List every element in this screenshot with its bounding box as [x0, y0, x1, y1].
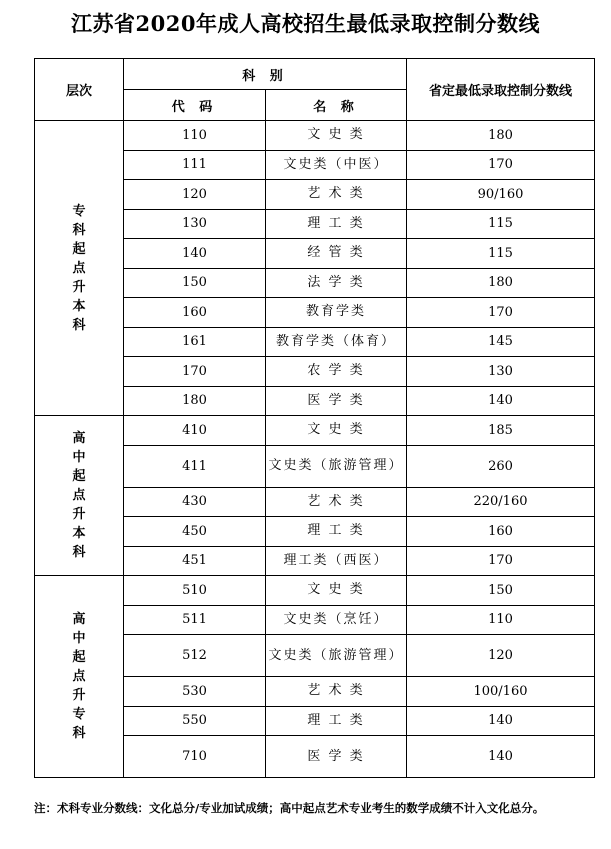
code-cell: 140: [124, 239, 266, 269]
score-cell: 185: [407, 416, 595, 446]
code-cell: 150: [124, 268, 266, 298]
score-cell: 140: [407, 386, 595, 416]
footnote: 注：术科专业分数线：文化总分/专业加试成绩；高中起点艺术专业考生的数学成绩不计入文化总分。: [34, 801, 545, 815]
score-cell: 160: [407, 517, 595, 547]
score-cell: 110: [407, 605, 595, 635]
code-cell: 180: [124, 386, 266, 416]
name-cell: 文史类（旅游管理）: [266, 445, 407, 487]
code-cell: 170: [124, 357, 266, 387]
table-row: [35, 416, 595, 446]
score-cell: 180: [407, 268, 595, 298]
table-body: [35, 121, 595, 778]
name-cell: 理 工 类: [266, 517, 407, 547]
name-cell: 理 工 类: [266, 706, 407, 736]
code-cell: 451: [124, 546, 266, 576]
level-label: 专科起点升本科: [72, 203, 86, 333]
score-cell: 180: [407, 121, 595, 151]
name-cell: 医 学 类: [266, 736, 407, 778]
score-cell: 140: [407, 706, 595, 736]
score-header: 省定最低录取控制分数线: [407, 59, 595, 121]
name-cell: 艺 术 类: [266, 180, 407, 210]
code-cell: 120: [124, 180, 266, 210]
score-cell: 140: [407, 736, 595, 778]
code-cell: 510: [124, 576, 266, 606]
score-cell: 220/160: [407, 487, 595, 517]
name-cell: 法 学 类: [266, 268, 407, 298]
score-cell: 170: [407, 150, 595, 180]
code-cell: 410: [124, 416, 266, 446]
code-cell: 161: [124, 327, 266, 357]
code-cell: 550: [124, 706, 266, 736]
code-cell: 160: [124, 298, 266, 328]
name-cell: 文 史 类: [266, 121, 407, 151]
name-cell: 经 管 类: [266, 239, 407, 269]
level-label: 高中起点升本科: [72, 431, 86, 560]
name-cell: 文 史 类: [266, 416, 407, 446]
name-cell: 教育学类（体育）: [266, 327, 407, 357]
name-header: 名 称: [266, 90, 407, 121]
table-header-row: [35, 59, 595, 90]
table-row: [35, 121, 595, 151]
page-title: 江苏省2020年成人高校招生最低录取控制分数线: [71, 11, 540, 36]
code-header: 代 码: [124, 90, 266, 121]
level-header: 层次: [35, 59, 124, 121]
code-cell: 511: [124, 605, 266, 635]
score-cell: 170: [407, 298, 595, 328]
name-cell: 理工类（西医）: [266, 546, 407, 576]
name-cell: 农 学 类: [266, 357, 407, 387]
name-cell: 医 学 类: [266, 386, 407, 416]
code-cell: 710: [124, 736, 266, 778]
score-cell: 100/160: [407, 677, 595, 707]
level-cell: [35, 416, 124, 576]
code-cell: 130: [124, 209, 266, 239]
code-cell: 411: [124, 445, 266, 487]
code-cell: 110: [124, 121, 266, 151]
code-cell: 530: [124, 677, 266, 707]
name-cell: 艺 术 类: [266, 487, 407, 517]
level-cell: [35, 121, 124, 416]
code-cell: 512: [124, 635, 266, 677]
score-cell: 150: [407, 576, 595, 606]
subject-header: 科 别: [124, 59, 407, 90]
score-cell: 130: [407, 357, 595, 387]
name-cell: 文史类（烹饪）: [266, 605, 407, 635]
code-cell: 111: [124, 150, 266, 180]
table-row: [35, 576, 595, 606]
score-cell: 120: [407, 635, 595, 677]
score-cell: 260: [407, 445, 595, 487]
score-cell: 170: [407, 546, 595, 576]
name-cell: 文 史 类: [266, 576, 407, 606]
score-table: [34, 58, 595, 778]
name-cell: 理 工 类: [266, 209, 407, 239]
name-cell: 艺 术 类: [266, 677, 407, 707]
name-cell: 文史类（中医）: [266, 150, 407, 180]
score-cell: 90/160: [407, 180, 595, 210]
name-cell: 文史类（旅游管理）: [266, 635, 407, 677]
code-cell: 430: [124, 487, 266, 517]
score-cell: 115: [407, 209, 595, 239]
score-cell: 145: [407, 327, 595, 357]
level-cell: [35, 576, 124, 778]
level-label: 高中起点升专科: [72, 612, 86, 741]
name-cell: 教育学类: [266, 298, 407, 328]
score-cell: 115: [407, 239, 595, 269]
code-cell: 450: [124, 517, 266, 547]
